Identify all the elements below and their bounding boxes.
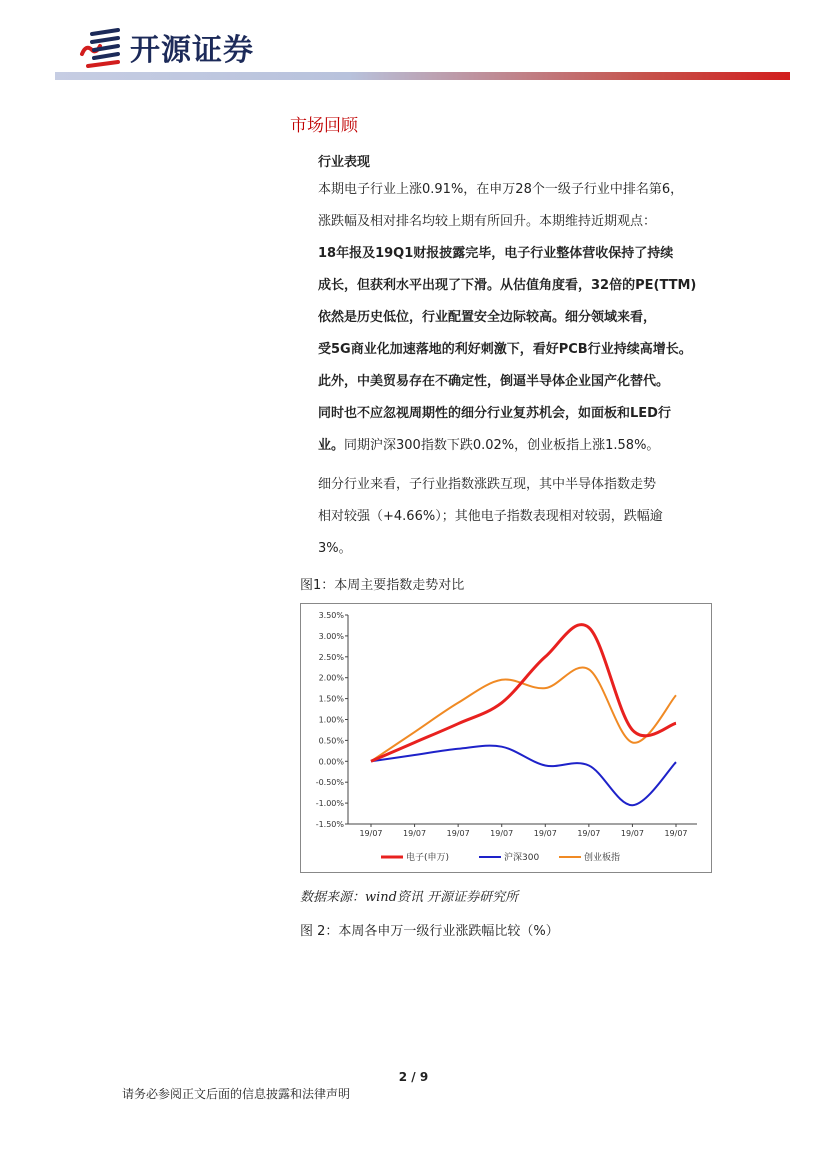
paragraph-industry-performance: [318, 174, 743, 462]
text-line-bold: 依然是历史低位，行业配置安全边际较高。细分领域来看，: [318, 310, 657, 325]
subsection-title: 行业表现: [318, 155, 371, 170]
text-line: 3%。: [318, 541, 352, 556]
text-line-bold: 受5G商业化加速落地的利好刺激下，看好PCB行业持续高增长。: [318, 342, 692, 357]
y-tick-label: 3.50%: [318, 611, 344, 620]
x-tick-label: 19/07: [620, 829, 644, 838]
page-number: 2 / 9: [398, 1070, 429, 1084]
series-line: [371, 746, 676, 806]
text-line: 本期电子行业上涨0.91%，在申万28个一级子行业中排名第6，: [318, 182, 684, 197]
x-tick-label: 19/07: [533, 829, 557, 838]
index-trend-chart-svg: [301, 604, 711, 872]
company-logo-mark-icon: [78, 24, 124, 70]
y-tick-label: 0.00%: [318, 757, 344, 767]
y-tick-label: -1.00%: [315, 799, 344, 809]
index-trend-chart: [300, 603, 712, 873]
text-fragment: 同期沪深300指数下跌0.02%，创业板指上涨1.58%。: [344, 438, 660, 453]
company-name: 开源证券: [130, 33, 254, 68]
section-title: 市场回顾: [290, 116, 358, 136]
y-tick-label: 3.00%: [318, 631, 344, 641]
y-tick-label: 1.00%: [318, 715, 344, 725]
y-tick-label: -1.50%: [315, 820, 344, 829]
figure1-title: 图1：本周主要指数走势对比: [300, 578, 465, 593]
text-bold-fragment: 业。: [318, 438, 345, 453]
y-tick-label: 2.00%: [318, 673, 344, 683]
data-source: 数据来源：wind资讯 开源证券研究所: [300, 890, 519, 905]
y-tick-label: 1.50%: [318, 694, 344, 704]
text-line-bold: 同时也不应忽视周期性的细分行业复苏机会，如面板和LED行: [318, 406, 671, 421]
y-tick-label: 0.50%: [318, 736, 344, 746]
legend-label: 电子(申万): [406, 853, 450, 863]
text-line-bold: 18年报及19Q1财报披露完毕，电子行业整体营收保持了持续: [318, 246, 674, 261]
text-line-bold: 此外，中美贸易存在不确定性，倒逼半导体企业国产化替代。: [318, 374, 670, 389]
company-logo: [78, 24, 254, 70]
legend-label: 创业板指: [584, 853, 621, 863]
x-tick-label: 19/07: [490, 829, 514, 838]
paragraph-sub-industry: [318, 469, 743, 565]
x-tick-label: 19/07: [359, 829, 383, 838]
figure2-title: 图 2：本周各申万一级行业涨跌幅比较（%）: [300, 924, 559, 939]
text-line-bold: 成长，但获利水平出现了下滑。从估值角度看，32倍的PE(TTM): [318, 278, 697, 293]
text-line: 细分行业来看，子行业指数涨跌互现，其中半导体指数走势: [318, 477, 657, 492]
y-tick-label: -0.50%: [315, 778, 344, 788]
x-tick-label: 19/07: [403, 829, 427, 838]
text-line: 涨跌幅及相对排名均较上期有所回升。本期维持近期观点：: [318, 214, 657, 229]
y-tick-label: 2.50%: [318, 652, 344, 662]
x-tick-label: 19/07: [577, 829, 601, 838]
x-tick-label: 19/07: [446, 829, 470, 838]
x-tick-label: 19/07: [664, 829, 688, 838]
text-line: [318, 430, 743, 462]
header-divider-bar: [55, 72, 790, 80]
footer-disclaimer: 请务必参阅正文后面的信息披露和法律声明: [122, 1087, 351, 1101]
legend-label: 沪深300: [504, 853, 540, 863]
text-line: 相对较强（+4.66%）；其他电子指数表现相对较弱，跌幅逾: [318, 509, 663, 524]
